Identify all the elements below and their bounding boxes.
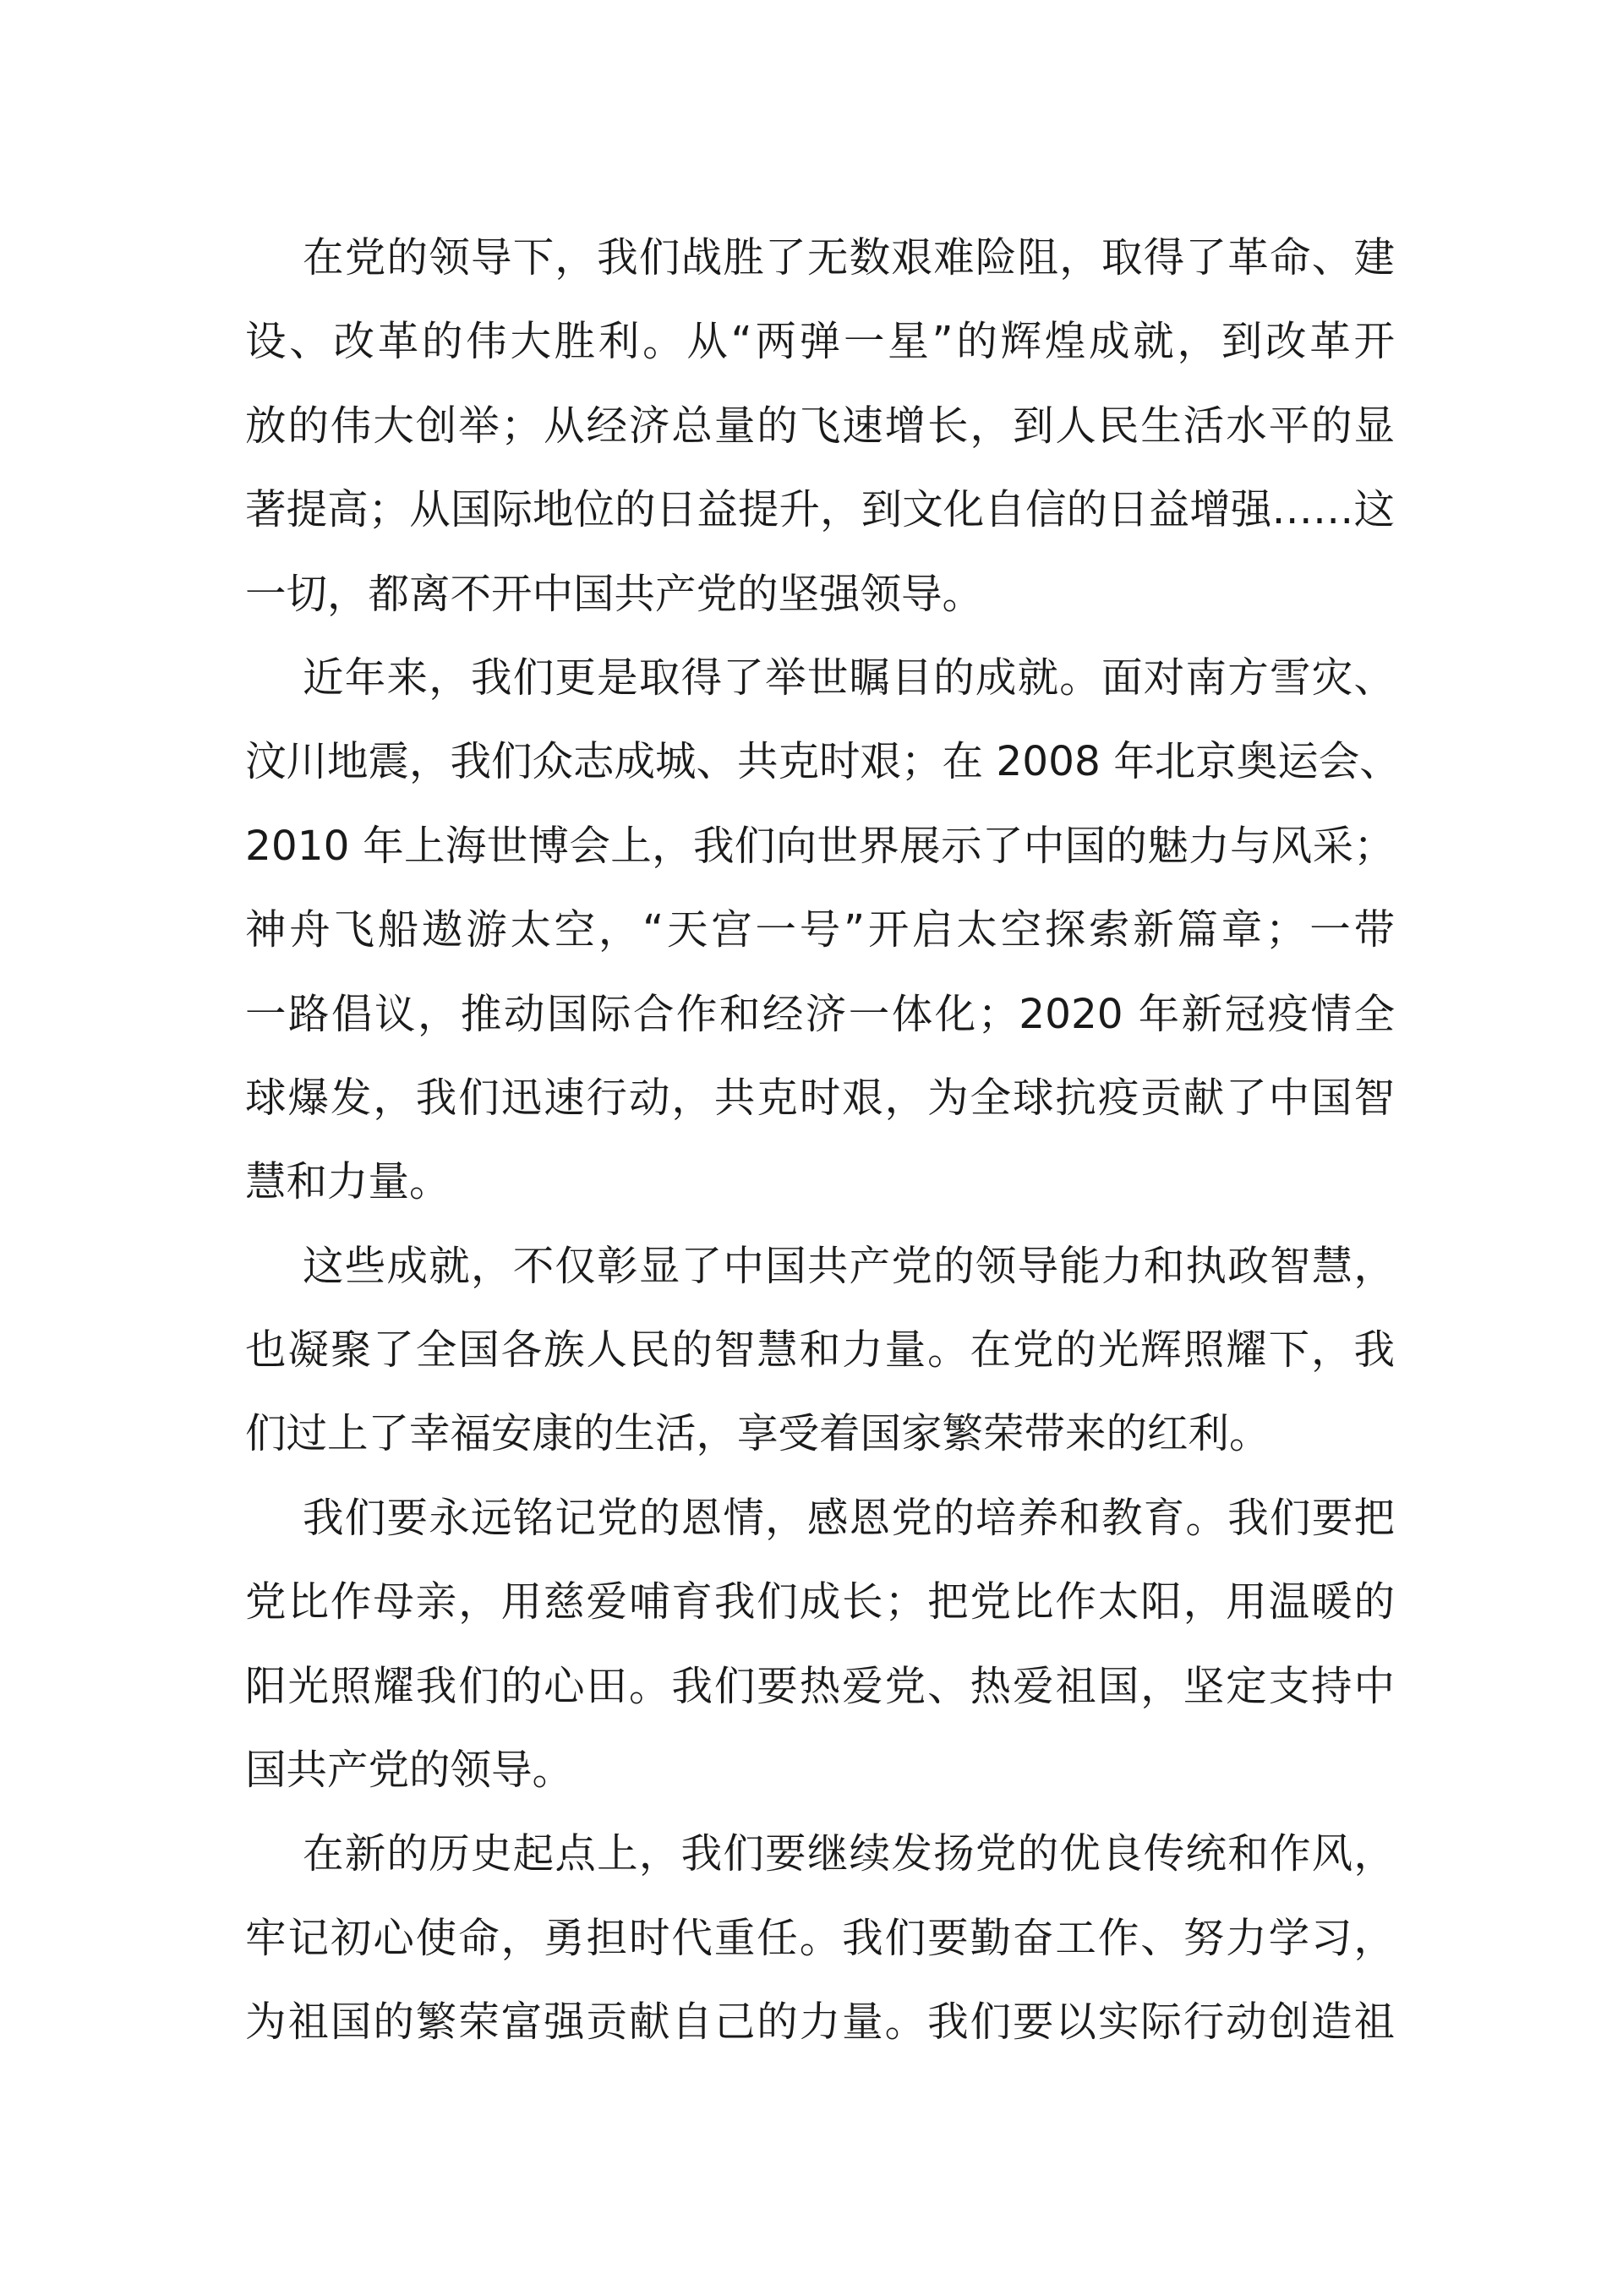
paragraph-4-line-4: 国共产党的领导。 bbox=[245, 1747, 574, 1795]
paragraph-2-line-6: 球爆发，我们迅速行动，共克时艰，为全球抗疫贡献了中国智 bbox=[245, 1074, 1395, 1122]
paragraph-2-line-3: 2010 年上海世博会上，我们向世界展示了中国的魅力与风采； bbox=[245, 822, 1395, 870]
paragraph-4-line-1: 我们要永远铭记党的恩情，感恩党的培养和教育。我们要把 bbox=[303, 1494, 1395, 1542]
paragraph-5-line-2: 牢记初心使命，勇担时代重任。我们要勤奋工作、努力学习， bbox=[245, 1914, 1395, 1962]
paragraph-5-line-3: 为祖国的繁荣富强贡献自己的力量。我们要以实际行动创造祖 bbox=[245, 1998, 1395, 2047]
paragraph-2-line-7: 慧和力量。 bbox=[245, 1158, 451, 1206]
paragraph-4-line-3: 阳光照耀我们的心田。我们要热爱党、热爱祖国，坚定支持中 bbox=[245, 1662, 1395, 1710]
paragraph-3-line-2: 也凝聚了全国各族人民的智慧和力量。在党的光辉照耀下，我 bbox=[245, 1326, 1395, 1375]
paragraph-5-line-1: 在新的历史起点上，我们要继续发扬党的优良传统和作风， bbox=[303, 1830, 1395, 1878]
paragraph-4-line-2: 党比作母亲，用慈爱哺育我们成长；把党比作太阳，用温暖的 bbox=[245, 1578, 1395, 1626]
paragraph-2-line-5: 一路倡议，推动国际合作和经济一体化；2020 年新冠疫情全 bbox=[245, 990, 1395, 1038]
paragraph-1-line-5: 一切，都离不开中国共产党的坚强领导。 bbox=[245, 570, 984, 618]
paragraph-2-line-1: 近年来，我们更是取得了举世瞩目的成就。面对南方雪灾、 bbox=[303, 653, 1395, 702]
paragraph-3-line-1: 这些成就，不仅彰显了中国共产党的领导能力和执政智慧， bbox=[303, 1242, 1395, 1290]
document-body bbox=[245, 216, 1401, 2065]
paragraph-2-line-4: 神舟飞船遨游太空，“天宫一号”开启太空探索新篇章；一带 bbox=[245, 906, 1395, 954]
paragraph-1-line-1: 在党的领导下，我们战胜了无数艰难险阻，取得了革命、建 bbox=[303, 234, 1395, 282]
paragraph-3-line-3: 们过上了幸福安康的生活，享受着国家繁荣带来的红利。 bbox=[245, 1410, 1271, 1458]
paragraph-2-line-2: 汶川地震，我们众志成城、共克时艰；在 2008 年北京奥运会、 bbox=[245, 738, 1401, 786]
paragraph-1-line-2: 设、改革的伟大胜利。从“两弹一星”的辉煌成就，到改革开 bbox=[245, 318, 1395, 366]
paragraph-1-line-3: 放的伟大创举；从经济总量的飞速增长，到人民生活水平的显 bbox=[245, 402, 1395, 450]
paragraph-1-line-4: 著提高；从国际地位的日益提升，到文化自信的日益增强……这 bbox=[245, 486, 1395, 534]
